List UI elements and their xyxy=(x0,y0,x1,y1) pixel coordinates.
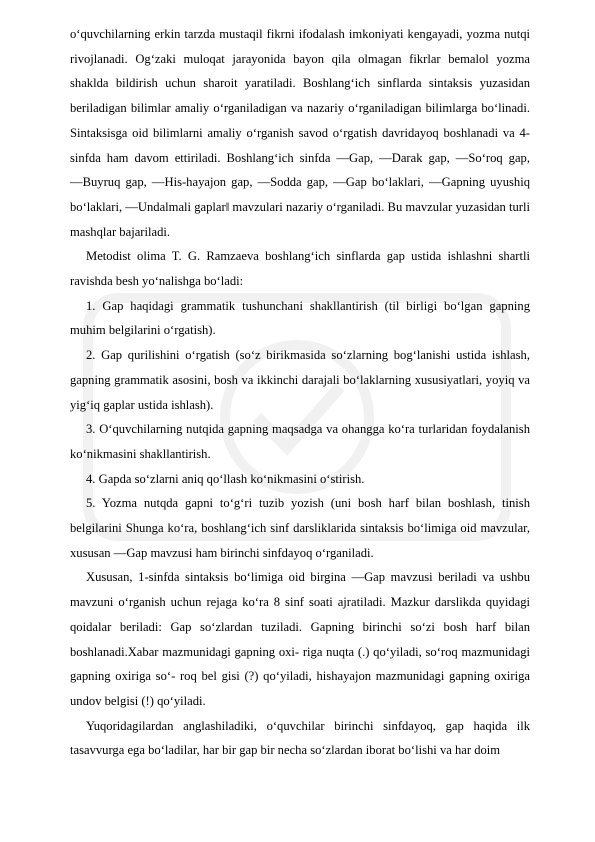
list-item-4: 4. Gapda so‘zlarni aniq qo‘llash ko‘nikmasini o‘stirish. xyxy=(86,471,365,486)
list-item-5: 5. Yozma nutqda gapni to‘g‘ri tuzib yozish (uni bosh harf bilan boshlash, tinish belgilarini Shunga ko‘ra, boshlang‘ich sinf darsliklarida sintaksis bo‘limiga oid mavzular, xususan ―Gap mavzusi ham birinchi sinfdayoq o‘rganiladi. xyxy=(70,496,530,560)
list-item-2: 2. Gap qurilishini o‘rgatish (so‘z birikmasida so‘zlarning bog‘lanishi ustida ishlash, gapning grammatik asosini, bosh va ikkinchi darajali bo‘laklarning xususiyatlari, yoyiq va yig‘iq gaplar ustida ishlash). xyxy=(70,348,530,412)
paragraph-1: o‘quvchilarning erkin tarzda mustaqil fikrni ifodalash imkoniyati kengayadi, yozma nutqi rivojlanadi. Og‘zaki muloqat jarayonida bayon qila olmagan fikrlar bemalol yozma shaklda bildirish uchun sharoit yaratiladi. Boshlang‘ich sinflarda sintaksis yuzasidan beriladigan bilimlar amaliy o‘rganiladigan va nazariy o‘rganiladigan bilimlarga bo‘linadi. Sintaksisga oid bilimlarni amaliy o‘rganish savod o‘rgatish davridayoq boshlanadi va 4-sinfda ham davom ettiriladi. Boshlang‘ich sinfda ―Gap, ―Darak gap, ―So‘roq gap, ―Buyruq gap, ―His-hayajon gap, ―Sodda gap, ―Gap bo‘laklari, ―Gapning uyushiq bo‘laklari, ―Undalmali gaplar‖ mavzulari nazariy o‘rganiladi. Bu mavzular yuzasidan turli mashqlar bajariladi. xyxy=(70,27,530,239)
paragraph-2: Metodist olima T. G. Ramzaeva boshlang‘ich sinflarda gap ustida ishlashni shartli ravishda besh yo‘nalishga bo‘ladi: xyxy=(70,249,530,289)
paragraph-4: Yuqoridagilardan anglashiladiki, o‘quvchilar birinchi sinfdayoq, gap haqida ilk tasavvurga ega bo‘ladilar, har bir gap bir necha so‘zlardan iborat bo‘lishi va har doim xyxy=(70,718,530,758)
list-item-3: 3. O‘quvchilarning nutqida gapning maqsadga va ohangga ko‘ra turlaridan foydalanish ko‘nikmasini shakllantirish. xyxy=(70,422,530,461)
list-item-1: 1. Gap haqidagi grammatik tushunchani shakllantirish (til birligi bo‘lgan gapning muhim belgilarini o‘rgatish). xyxy=(70,298,530,338)
document-page xyxy=(70,22,530,763)
paragraph-3: Xususan, 1-sinfda sintaksis bo‘limiga oid birgina ―Gap mavzusi beriladi va ushbu mavzuni o‘rganish uchun rejaga ko‘ra 8 sinf soati ajratiladi. Mazkur darslikda quyidagi qoidalar beriladi: Gap so‘zlardan tuziladi. Gapning birinchi so‘zi bosh harf bilan boshlanadi.Xabar mazmunidagi gapning oxi- riga nuqta (.) qo‘yiladi, so‘roq mazmunidagi gapning oxiriga so‘- roq bel gisi (?) qo‘yiladi, hishayajon mazmunidagi gapning oxiriga undov belgisi (!) qo‘yiladi. xyxy=(70,570,530,708)
